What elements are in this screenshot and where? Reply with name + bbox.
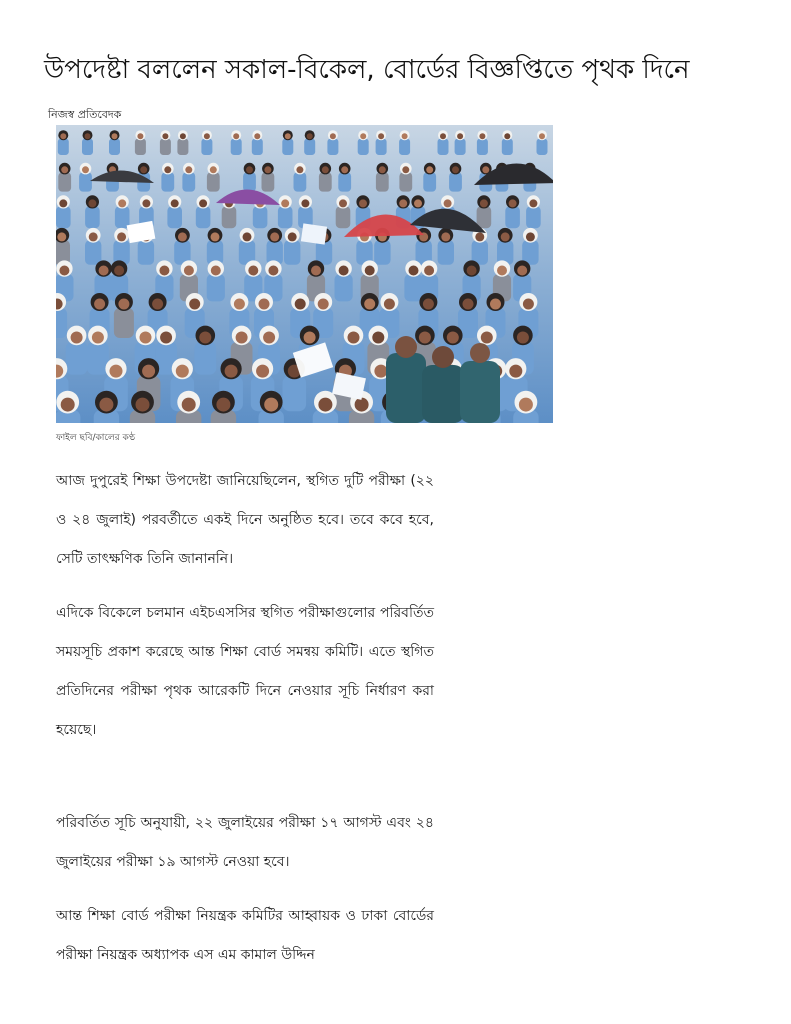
- person-face: [295, 299, 306, 310]
- person-face: [164, 166, 171, 173]
- person-body: [438, 139, 449, 156]
- person-face: [211, 232, 220, 241]
- person-body: [222, 206, 237, 228]
- person-face: [517, 332, 529, 344]
- person-face: [99, 398, 113, 412]
- article-paragraph: আজ দুপুরেই শিক্ষা উপদেষ্টা জানিয়েছিলেন, স্থগিত দুটি পরীক্ষা (২২ ও ২৪ জুলাই) পরবর্তীতে একই দিনে অনুষ্ঠিত হবে। তবে কবে হবে, সেটি তাৎক্ষণিক তিনি জানাননি।: [56, 473, 434, 567]
- person-face: [378, 133, 384, 139]
- person-face: [475, 232, 484, 241]
- person-body: [66, 342, 88, 375]
- person-face: [236, 332, 248, 344]
- person-face: [178, 232, 187, 241]
- person-face: [409, 266, 419, 276]
- person-face: [259, 299, 270, 310]
- person-body: [423, 172, 436, 191]
- person-face: [441, 232, 450, 241]
- person-face: [285, 133, 291, 139]
- person-face: [424, 266, 434, 276]
- person-face: [479, 133, 485, 139]
- person-face: [359, 199, 367, 207]
- person-body: [135, 139, 146, 156]
- person-face: [423, 299, 434, 310]
- person-body: [201, 139, 212, 156]
- person-body: [196, 206, 211, 228]
- person-face: [140, 166, 147, 173]
- person-face: [440, 133, 446, 139]
- person-face: [211, 266, 221, 276]
- person-face: [281, 199, 289, 207]
- person-face: [339, 266, 349, 276]
- article-paragraph: এদিকে বিকেলে চলমান এইচএসসির স্থগিত পরীক্ষাগুলোর পরিবর্তিত সময়সূচি প্রকাশ করেছে আন্ত শিক্ষা বোর্ড সমন্বয় কমিটি। এতে স্থগিত প্রতিদিনের পরীক্ষা পৃথক আরেকটি দিনে নেওয়ার সূচি নির্ধারণ করা হয়েছে।: [56, 605, 434, 738]
- person-body: [358, 139, 369, 156]
- person-body: [79, 172, 92, 191]
- person-face: [482, 166, 489, 173]
- person-body: [399, 172, 412, 191]
- person-body: [115, 206, 130, 228]
- person-body: [455, 139, 466, 156]
- person-face: [254, 133, 260, 139]
- person-body: [374, 240, 390, 265]
- person-body: [160, 139, 171, 156]
- person-face: [384, 299, 395, 310]
- person-body: [194, 342, 216, 375]
- person-face: [110, 365, 123, 378]
- person-face: [94, 299, 105, 310]
- person-body: [327, 139, 338, 156]
- person-face: [176, 365, 189, 378]
- person-face: [509, 199, 517, 207]
- person-face: [519, 398, 533, 412]
- person-face: [185, 166, 192, 173]
- person-body: [284, 240, 300, 265]
- person-body: [109, 139, 120, 156]
- person-face: [152, 299, 163, 310]
- person-face: [364, 299, 375, 310]
- person-body: [376, 172, 389, 191]
- person-face: [402, 166, 409, 173]
- person-face: [497, 266, 507, 276]
- person-face: [180, 133, 186, 139]
- person-face: [117, 232, 126, 241]
- person-face: [490, 299, 501, 310]
- person-face: [182, 398, 196, 412]
- person-body: [262, 172, 275, 191]
- person-body: [319, 172, 332, 191]
- article-paragraph: পরিবর্তিত সূচি অনুযায়ী, ২২ জুলাইয়ের পরীক্ষা ১৭ আগস্ট এবং ২৪ জুলাইয়ের পরীক্ষা ১৯ আগস্ট নেওয়া হবে।: [56, 815, 434, 870]
- person-face: [199, 199, 207, 207]
- person-body: [207, 172, 220, 191]
- person-face: [264, 166, 271, 173]
- person-face: [118, 199, 126, 207]
- person-face: [142, 365, 155, 378]
- person-face: [60, 133, 66, 139]
- person-face: [360, 133, 366, 139]
- person-body: [526, 206, 541, 228]
- person-face: [142, 199, 150, 207]
- person-face: [447, 332, 459, 344]
- person-face: [85, 133, 91, 139]
- person-body: [304, 139, 315, 156]
- person-body: [114, 308, 134, 338]
- article-byline: নিজস্ব প্রতিবেদক: [48, 108, 122, 121]
- person-face: [529, 199, 537, 207]
- person-face: [402, 133, 408, 139]
- person-face: [59, 199, 67, 207]
- article-body: [56, 462, 434, 975]
- person-body: [283, 376, 307, 411]
- person-face: [379, 166, 386, 173]
- person-face: [348, 332, 360, 344]
- person-face: [248, 266, 258, 276]
- article-photo: [56, 125, 553, 423]
- person-face: [225, 365, 238, 378]
- person-face: [171, 199, 179, 207]
- person-face: [118, 299, 129, 310]
- person-face: [256, 365, 269, 378]
- person-body: [399, 139, 410, 156]
- person-face: [467, 266, 477, 276]
- person-face: [288, 232, 297, 241]
- person-face: [246, 166, 253, 173]
- photo-caption: ফাইল ছবি/কালের কণ্ঠ: [56, 433, 136, 443]
- person-body: [85, 240, 101, 265]
- person-body: [207, 274, 225, 301]
- person-face: [372, 332, 384, 344]
- person-face: [539, 133, 545, 139]
- person-face: [243, 232, 252, 241]
- article-headline: উপদেষ্টা বললেন সকাল-বিকেল, বোর্ডের বিজ্ঞপ্তিতে পৃথক দিনে: [44, 55, 690, 85]
- person-body: [56, 206, 71, 228]
- police-figures: [386, 336, 500, 423]
- person-face: [71, 332, 83, 344]
- person-face: [330, 133, 336, 139]
- person-body: [336, 206, 351, 228]
- person-face: [355, 398, 369, 412]
- crowd-photo-illustration: [56, 125, 553, 423]
- person-face: [82, 166, 89, 173]
- person-face: [322, 166, 329, 173]
- person-body: [449, 172, 462, 191]
- person-body: [477, 206, 492, 228]
- person-body: [138, 240, 154, 265]
- person-face: [92, 332, 104, 344]
- person-face: [199, 332, 211, 344]
- person-face: [419, 332, 431, 344]
- person-face: [341, 166, 348, 173]
- person-face: [189, 299, 200, 310]
- person-face: [270, 232, 279, 241]
- person-body: [404, 274, 422, 301]
- person-face: [210, 166, 217, 173]
- person-face: [501, 232, 510, 241]
- person-body: [278, 206, 293, 228]
- person-body: [294, 172, 307, 191]
- person-face: [233, 133, 239, 139]
- person-face: [426, 166, 433, 173]
- person-body: [85, 206, 100, 228]
- person-face: [339, 199, 347, 207]
- person-face: [318, 398, 332, 412]
- person-body: [376, 139, 387, 156]
- person-face: [140, 332, 152, 344]
- person-face: [264, 398, 278, 412]
- person-face: [311, 266, 321, 276]
- person-face: [160, 332, 172, 344]
- person-body: [177, 139, 188, 156]
- person-body: [438, 240, 454, 265]
- person-body: [537, 139, 548, 156]
- person-face: [263, 332, 275, 344]
- person-face: [526, 232, 535, 241]
- person-face: [112, 133, 118, 139]
- person-face: [481, 332, 493, 344]
- person-body: [161, 172, 174, 191]
- person-face: [61, 398, 75, 412]
- person-face: [114, 266, 124, 276]
- person-body: [338, 172, 351, 191]
- person-face: [457, 133, 463, 139]
- person-face: [452, 166, 459, 173]
- person-body: [56, 308, 67, 338]
- person-body: [282, 139, 293, 156]
- person-face: [463, 299, 474, 310]
- person-face: [517, 266, 527, 276]
- person-body: [502, 139, 513, 156]
- person-face: [136, 398, 150, 412]
- person-face: [444, 199, 452, 207]
- person-face: [57, 232, 66, 241]
- person-body: [58, 172, 71, 191]
- person-face: [268, 266, 278, 276]
- person-face: [234, 299, 245, 310]
- person-face: [89, 232, 98, 241]
- person-face: [414, 199, 422, 207]
- person-face: [61, 166, 68, 173]
- person-body: [505, 206, 520, 228]
- person-face: [304, 332, 316, 344]
- person-body: [243, 172, 256, 191]
- person-face: [184, 266, 194, 276]
- person-face: [204, 133, 210, 139]
- person-face: [523, 299, 534, 310]
- person-body: [182, 172, 195, 191]
- person-body: [253, 206, 268, 228]
- person-face: [301, 199, 309, 207]
- person-face: [59, 266, 69, 276]
- person-face: [296, 166, 303, 173]
- person-body: [252, 139, 263, 156]
- person-face: [480, 199, 488, 207]
- person-body: [335, 274, 353, 301]
- person-body: [167, 206, 182, 228]
- person-body: [477, 139, 488, 156]
- article-paragraph: আন্ত শিক্ষা বোর্ড পরীক্ষা নিয়ন্ত্রক কমিটির আহ্বায়ক ও ঢাকা বোর্ডের পরীক্ষা নিয়ন্ত্রক অধ্যাপক এস এম কামাল উদ্দিন: [56, 908, 434, 963]
- person-face: [159, 266, 169, 276]
- person-face: [374, 365, 387, 378]
- person-face: [307, 133, 313, 139]
- person-face: [216, 398, 230, 412]
- person-face: [504, 133, 510, 139]
- person-face: [365, 266, 375, 276]
- person-body: [58, 139, 69, 156]
- person-face: [88, 199, 96, 207]
- person-face: [399, 199, 407, 207]
- person-face: [137, 133, 143, 139]
- person-face: [509, 365, 522, 378]
- person-face: [99, 266, 109, 276]
- person-face: [162, 133, 168, 139]
- person-face: [318, 299, 329, 310]
- person-body: [231, 139, 242, 156]
- person-body: [82, 139, 93, 156]
